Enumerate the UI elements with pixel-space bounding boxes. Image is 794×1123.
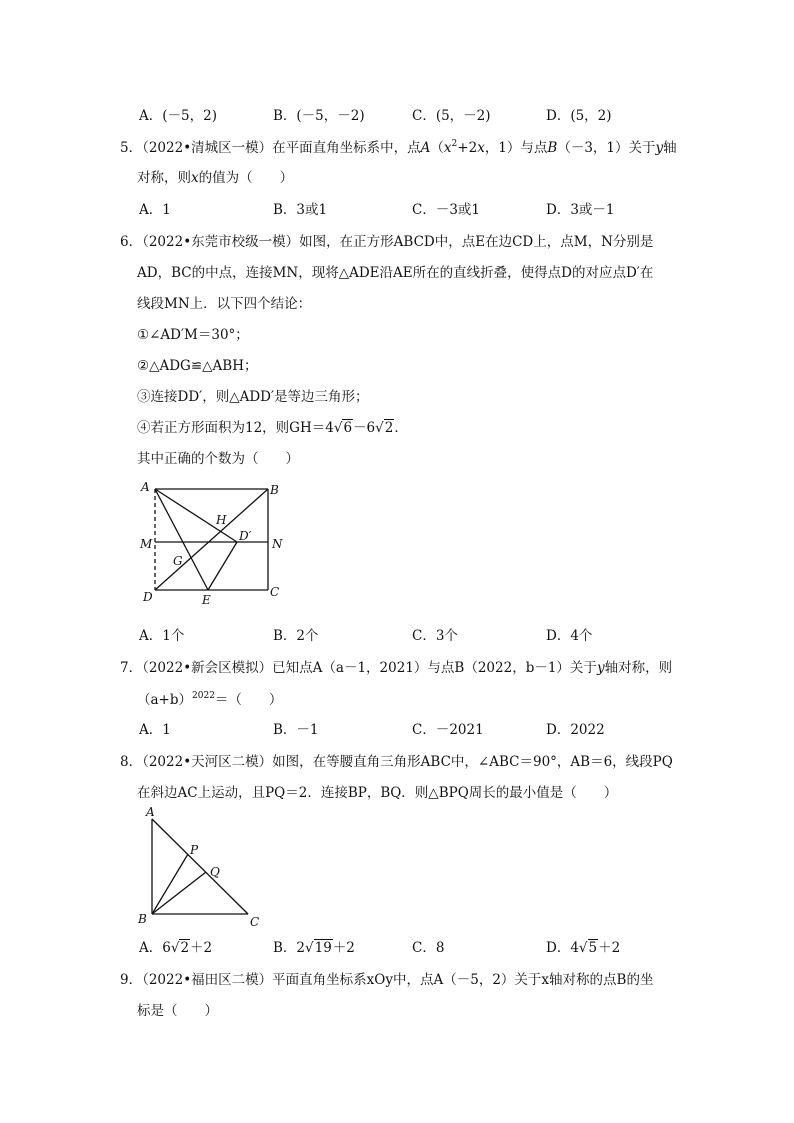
q5-text-c: 轴	[663, 140, 677, 156]
q8-opt-d-root: 5	[588, 940, 598, 956]
q8-triangle-figure	[135, 802, 270, 930]
q8-number: 8．	[120, 754, 143, 770]
q8-opt-a-root: 2	[180, 940, 190, 956]
q4-option-b[interactable]: B．(－5，－2)	[273, 108, 365, 124]
q6-c4-text: ④若正方形面积为12，则GH＝4	[137, 420, 334, 436]
q4-option-c[interactable]: C．(5，－2)	[412, 108, 491, 124]
q6-option-d[interactable]: D．4个	[546, 628, 593, 644]
q8-opt-a-tail: ＋2	[190, 940, 213, 956]
q6-c4-end: ．	[394, 420, 408, 436]
q9-number: 9．	[120, 972, 143, 988]
q6-option-b[interactable]: B．2个	[273, 628, 319, 644]
q8-text-1: 如图，在等腰直角三角形ABC中，∠ABC＝90°，AB＝6，线段PQ	[272, 754, 673, 770]
q7-line1	[120, 656, 672, 676]
q6-c4-root1: 6	[343, 420, 353, 436]
q7-line2	[137, 688, 282, 708]
q7-axis: y	[596, 660, 605, 676]
q7-option-c[interactable]: C．－2021	[412, 722, 484, 738]
q7-base: （a+b）	[137, 692, 193, 708]
q6-label-d: D	[143, 590, 153, 604]
q5-line1: 5．（2022•清城区一模）在平面直角坐标系中，点$A(x^2+2x$，1）与点B（－3，1）关于y轴	[120, 139, 677, 156]
q7-option-a[interactable]: A．1	[139, 722, 171, 738]
q8-opt-d-text: D．4	[546, 940, 579, 956]
q5-option-a[interactable]: A．1	[139, 202, 171, 218]
q8-source: （2022•天河区二模）	[142, 754, 273, 770]
q8-label-p: P	[190, 843, 199, 857]
q6-label-h: H	[216, 513, 227, 527]
q8-label-b: B	[138, 912, 147, 926]
q9-source: （2022•福田区二模）	[142, 972, 273, 988]
q8-opt-a-text: A．6	[139, 940, 171, 956]
q9-line2: 标是（ ）	[137, 1003, 218, 1019]
q8-option-d[interactable]: D．4√5＋2	[546, 940, 621, 956]
q5-number: 5．	[120, 140, 143, 156]
q6-conclusion-1: ①∠AD′M＝30°；	[137, 327, 249, 343]
q5-line2: 对称，则x的值为（ ）	[137, 170, 294, 186]
q6-label-n: N	[272, 537, 283, 551]
q6-number: 6．	[120, 234, 143, 250]
q9-text-1: 平面直角坐标系xOy中，点A（－5，2）关于x轴对称的点B的坐	[272, 972, 654, 988]
q8-label-q: Q	[210, 865, 220, 879]
q6-c4-root2: 2	[384, 420, 394, 436]
q6-label-m: M	[140, 537, 153, 551]
q8-opt-b-tail: ＋2	[332, 940, 355, 956]
q6-option-c[interactable]: C．3个	[412, 628, 458, 644]
q5-option-b[interactable]: B．3或1	[273, 202, 328, 218]
q8-label-c: C	[250, 915, 260, 929]
q7-text-a: 已知点A（a－1，2021）与点B（2022，b－1）关于	[272, 660, 597, 676]
q8-option-c[interactable]: C．8	[412, 940, 445, 956]
q5-point-a: A	[420, 140, 431, 156]
q5-text-d: 对称，则	[137, 170, 191, 186]
q6-source: （2022•东莞市校级一模）	[142, 234, 300, 250]
q6-c4-minus: －6	[353, 420, 376, 436]
q8-line1	[120, 750, 673, 770]
q6-label-c: C	[270, 585, 280, 599]
q6-ask: 其中正确的个数为（ ）	[137, 451, 299, 467]
q5-source: （2022•清城区一模）	[142, 140, 273, 156]
q6-line2: AD，BC的中点，连接MN，现将△ADE沿AE所在的直线折叠，使得点D的对应点D′在	[137, 265, 654, 281]
q6-line3: 线段MN上．以下四个结论：	[137, 296, 312, 312]
q7-option-d[interactable]: D．2022	[546, 722, 605, 738]
q8-label-a: A	[146, 805, 155, 819]
q6-line1	[120, 230, 653, 250]
q7-option-b[interactable]: B．－1	[273, 722, 319, 738]
q8-opt-b-root: 19	[314, 940, 332, 956]
q4-option-d[interactable]: D．(5，2)	[546, 108, 612, 124]
q7-source: （2022•新会区模拟）	[142, 660, 273, 676]
q6-conclusion-3: ③连接DD′，则△ADD′是等边三角形；	[137, 389, 369, 405]
q7-equals: ＝（ ）	[214, 692, 283, 708]
q6-label-b: B	[270, 483, 279, 497]
q5-option-c[interactable]: C．－3或1	[412, 202, 481, 218]
q7-text-b: 轴对称，则	[604, 660, 673, 676]
q5-text-a: 在平面直角坐标系中，点	[272, 140, 421, 156]
q7-number: 7．	[120, 660, 143, 676]
q4-option-a[interactable]: A．(－5，2)	[139, 108, 217, 124]
q6-text-1: 如图，在正方形ABCD中，点E在边CD上，点M，N分别是	[299, 234, 654, 250]
q5-text-b: 关于	[628, 140, 656, 156]
q7-exponent: 2022	[192, 691, 215, 701]
q6-label-e: E	[202, 593, 211, 607]
q8-line2: 在斜边AC上运动，且PQ＝2．连接BP，BQ．则△BPQ周长的最小值是（ ）	[137, 785, 618, 801]
q6-label-g: G	[173, 554, 183, 568]
q6-label-d-prime: D′	[239, 529, 252, 543]
q5-text-e: 的值为（ ）	[198, 170, 294, 186]
q6-label-a: A	[141, 480, 150, 494]
q6-square-figure	[135, 475, 295, 610]
q6-conclusion-2: ②△ADG≌△ABH；	[137, 358, 258, 374]
q8-opt-b-text: B．2	[273, 940, 306, 956]
q6-conclusion-4: ④若正方形面积为12，则GH＝4√6－6√2．	[137, 420, 408, 436]
q5-option-d[interactable]: D．3或－1	[546, 202, 615, 218]
q6-option-a[interactable]: A．1个	[139, 628, 185, 644]
q9-line1	[120, 968, 653, 988]
q8-option-a[interactable]: A．6√2＋2	[139, 940, 213, 956]
q8-option-b[interactable]: B．2√19＋2	[273, 940, 355, 956]
q8-opt-d-tail: ＋2	[598, 940, 621, 956]
